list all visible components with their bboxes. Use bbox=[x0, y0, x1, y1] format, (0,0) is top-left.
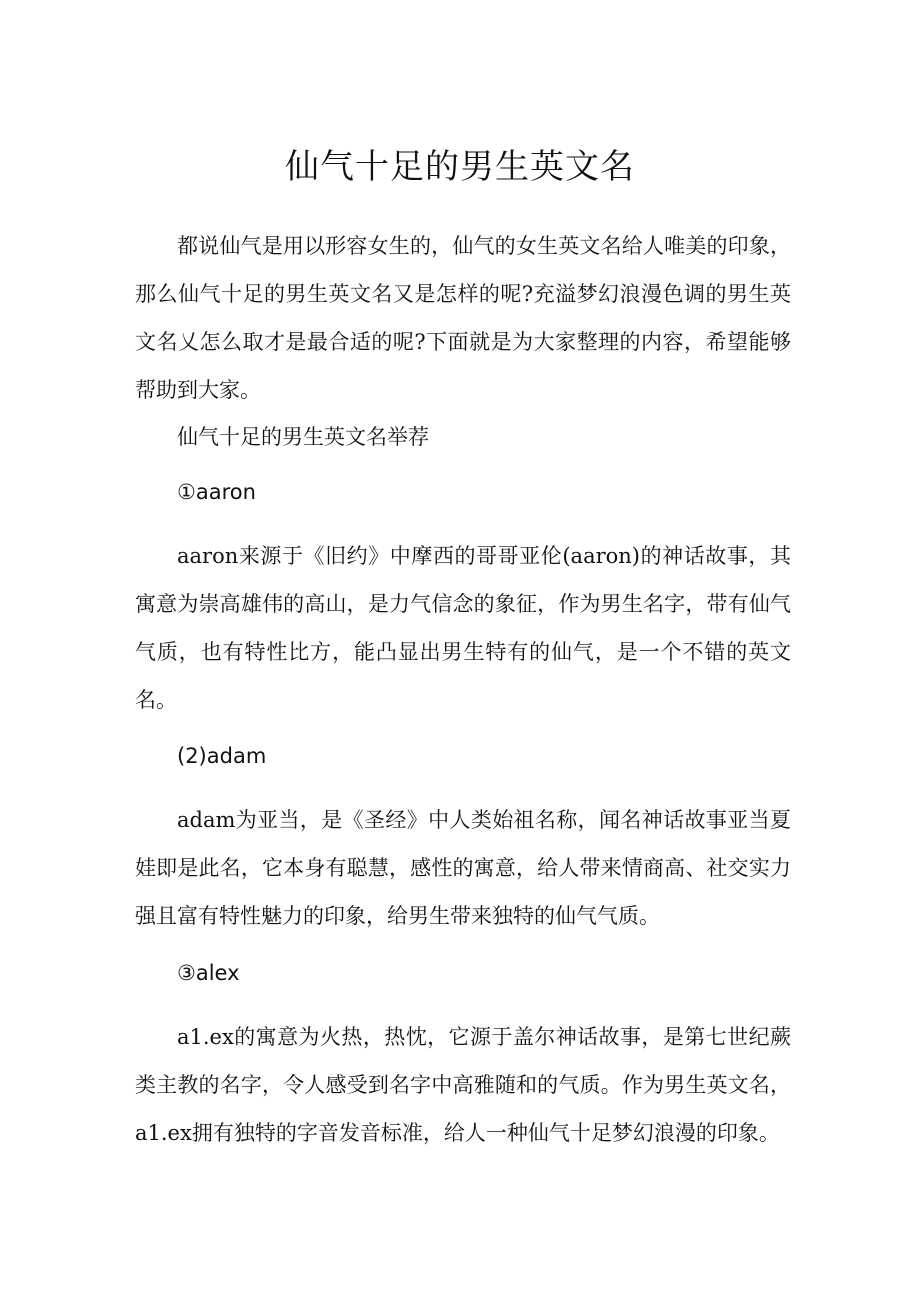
name-heading-aaron: ①aaron bbox=[177, 480, 256, 504]
name-description-adam: adam为亚当，是《圣经》中人类始祖名称，闻名神话故事亚当夏娃即是此名，它本身有聪慧，感性的寓意，给人带来情商高、社交实力强且富有特性魅力的印象，给男生带来独特的仙气气质。 bbox=[135, 808, 791, 928]
intro-paragraph: 都说仙气是用以形容女生的，仙气的女生英文名给人唯美的印象，那么仙气十足的男生英文名又是怎样的呢?充溢梦幻浪漫色调的男生英文名乂怎么取才是最合适的呢?下面就是为大家整理的内容，希望能够帮助到大家。 bbox=[135, 234, 791, 402]
name-heading-alex: ③alex bbox=[177, 961, 240, 985]
section-heading: 仙气十足的男生英文名举荐 bbox=[177, 425, 429, 449]
name-description-alex: a1.ex的寓意为火热，热忱，它源于盖尔神话故事，是第七世纪蕨类主教的名字，令人感受到名字中高雅随和的气质。作为男生英文名，a1.ex拥有独特的字音发音标准，给人一种仙气十足梦幻浪漫的印象。 bbox=[135, 1025, 791, 1145]
page-title: 仙气十足的男生英文名 bbox=[285, 147, 635, 187]
name-description-aaron: aaron来源于《旧约》中摩西的哥哥亚伦(aaron)的神话故事，其寓意为崇高雄伟的高山，是力气信念的象征，作为男生名字，带有仙气气质，也有特性比方，能凸显出男生特有的仙气，是一个不错的英文名。 bbox=[135, 544, 791, 712]
name-heading-adam: (2)adam bbox=[177, 744, 267, 768]
